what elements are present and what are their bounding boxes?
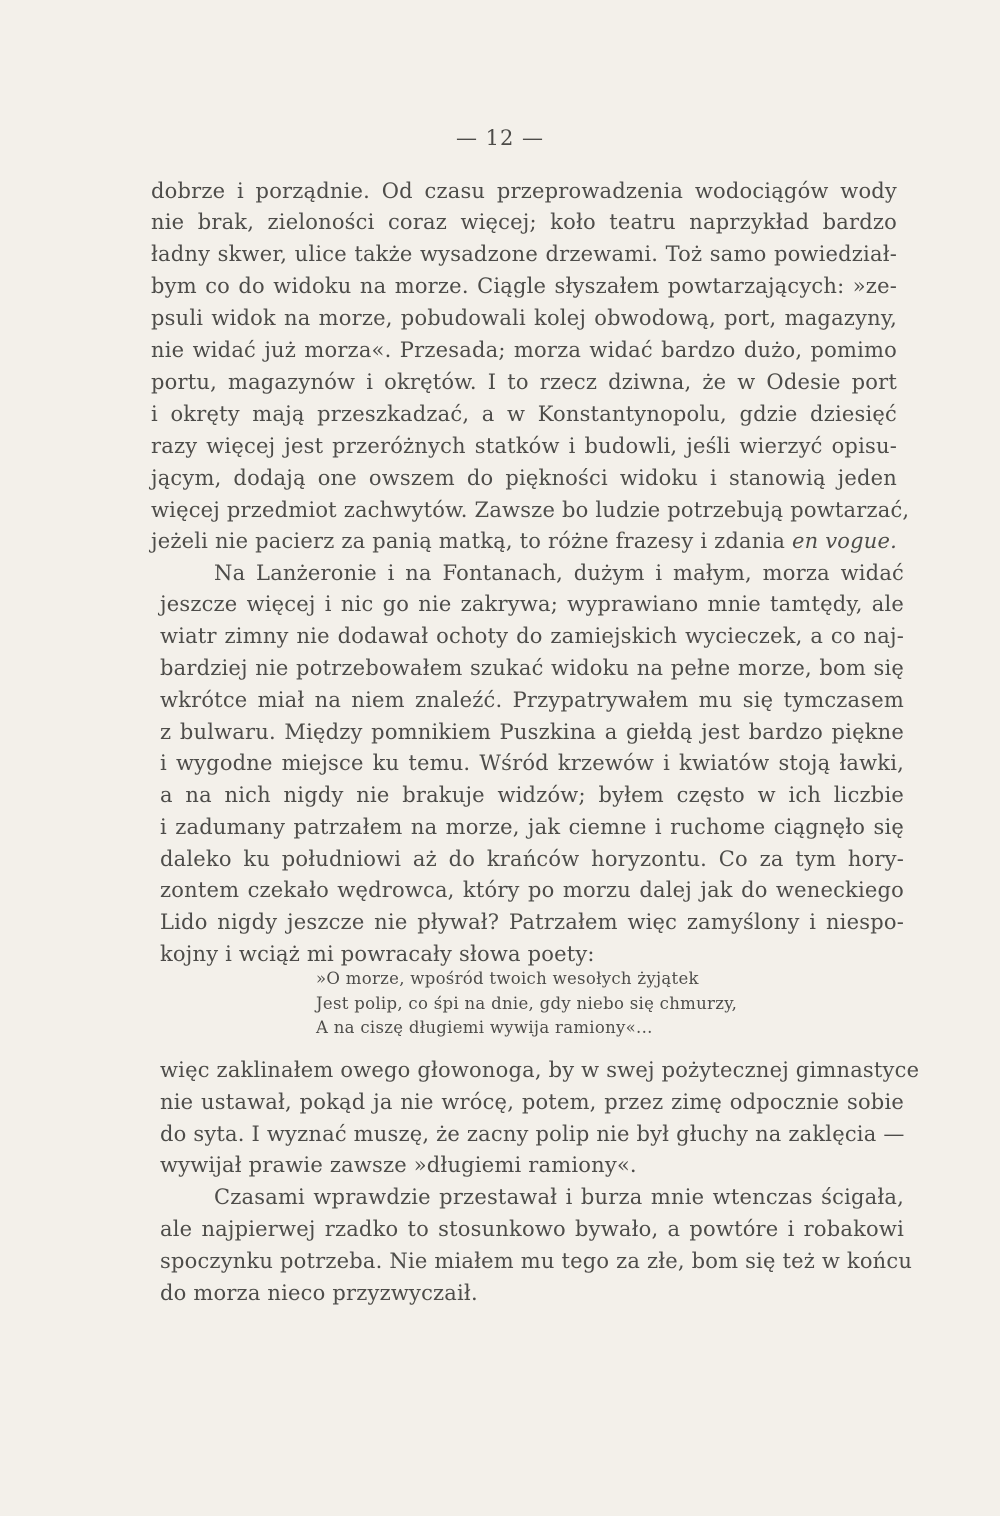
- text-line: do syta. I wyznać muszę, że zacny polip nie był głuchy na zaklęcia —: [160, 1122, 905, 1146]
- text-line: i zadumany patrzałem na morze, jak ciemne i ruchome ciągnęło się: [160, 815, 904, 839]
- text-line: ale najpierwej rzadko to stosunkowo bywało, a powtóre i robakowi: [160, 1217, 904, 1241]
- text-line: Czasami wprawdzie przestawał i burza mnie wtenczas ścigała,: [214, 1185, 904, 1209]
- text-line: spoczynku potrzeba. Nie miałem mu tego za złe, bom się też w końcu: [160, 1249, 913, 1273]
- verse-line: Jest polip, co śpi na dnie, gdy niebo się chmurzy,: [316, 994, 738, 1013]
- text-line: a na nich nigdy nie brakuje widzów; byłem często w ich liczbie: [160, 783, 904, 807]
- text-line: wiatr zimny nie dodawał ochoty do zamiejskich wycieczek, a co naj-: [160, 624, 904, 648]
- text-line: bardziej nie potrzebowałem szukać widoku na pełne morze, bom się: [160, 656, 904, 680]
- verse-line: »O morze, wpośród twoich wesołych żyjątek: [316, 969, 699, 988]
- text-line: razy więcej jest przeróżnych statków i budowli, jeśli wierzyć opisu-: [151, 434, 897, 458]
- text-line: Lido nigdy jeszcze nie pływał? Patrzałem więc zamyślony i niespo-: [160, 910, 904, 934]
- text-line: bym co do widoku na morze. Ciągle słyszałem powtarzających: »ze-: [151, 274, 897, 298]
- text-line: więc zaklinałem owego głowonoga, by w swej pożytecznej gimnastyce: [160, 1058, 920, 1082]
- text-line: jącym, dodają one owszem do piękności widoku i stanowią jeden: [151, 466, 897, 490]
- text-line-last: wywijał prawie zawsze »długiemi ramiony«.: [160, 1153, 637, 1177]
- text-line: zontem czekało wędrowca, który po morzu dalej jak do weneckiego: [160, 878, 904, 902]
- text-line: nie ustawał, pokąd ja nie wrócę, potem, przez zimę odpocznie sobie: [160, 1090, 904, 1114]
- text-line: nie widać już morza«. Przesada; morza widać bardzo dużo, pomimo: [151, 338, 897, 362]
- italic-phrase: en vogue.: [792, 529, 898, 553]
- text-line: ładny skwer, ulice także wysadzone drzewami. Toż samo powiedział-: [151, 242, 897, 266]
- text-line: wkrótce miał na niem znaleźć. Przypatrywałem mu się tymczasem: [160, 688, 904, 712]
- text-fragment: jeżeli nie pacierz za panią matką, to różne frazesy i zdania: [151, 529, 786, 553]
- verse-line: A na ciszę długiemi wywija ramiony«...: [316, 1018, 653, 1037]
- text-line: z bulwaru. Między pomnikiem Puszkina a giełdą jest bardzo piękne: [160, 720, 904, 744]
- text-line: i okręty mają przeszkadzać, a w Konstantynopolu, gdzie dziesięć: [151, 402, 897, 426]
- text-line: daleko ku południowi aż do krańców horyzontu. Co za tym hory-: [160, 847, 904, 871]
- text-line: nie brak, zieloności coraz więcej; koło teatru naprzykład bardzo: [151, 210, 897, 234]
- text-line: i wygodne miejsce ku temu. Wśród krzewów i kwiatów stoją ławki,: [160, 751, 904, 775]
- text-line: jeszcze więcej i nic go nie zakrywa; wyprawiano mnie tamtędy, ale: [160, 592, 904, 616]
- text-line: Na Lanżeronie i na Fontanach, dużym i małym, morza widać: [214, 561, 904, 585]
- text-line: psuli widok na morze, pobudowali kolej obwodową, port, magazyny,: [151, 306, 897, 330]
- text-line-last: do morza nieco przyzwyczaił.: [160, 1281, 478, 1305]
- text-line: portu, magazynów i okrętów. I to rzecz dziwna, że w Odesie port: [151, 370, 897, 394]
- text-line: więcej przedmiot zachwytów. Zawsze bo ludzie potrzebują powtarzać,: [151, 498, 910, 522]
- page-number: — 12 —: [455, 126, 545, 150]
- text-line-last: kojny i wciąż mi powracały słowa poety:: [160, 942, 595, 966]
- text-line-last: [151, 526, 897, 557]
- text-line: dobrze i porządnie. Od czasu przeprowadzenia wodociągów wody: [151, 179, 897, 203]
